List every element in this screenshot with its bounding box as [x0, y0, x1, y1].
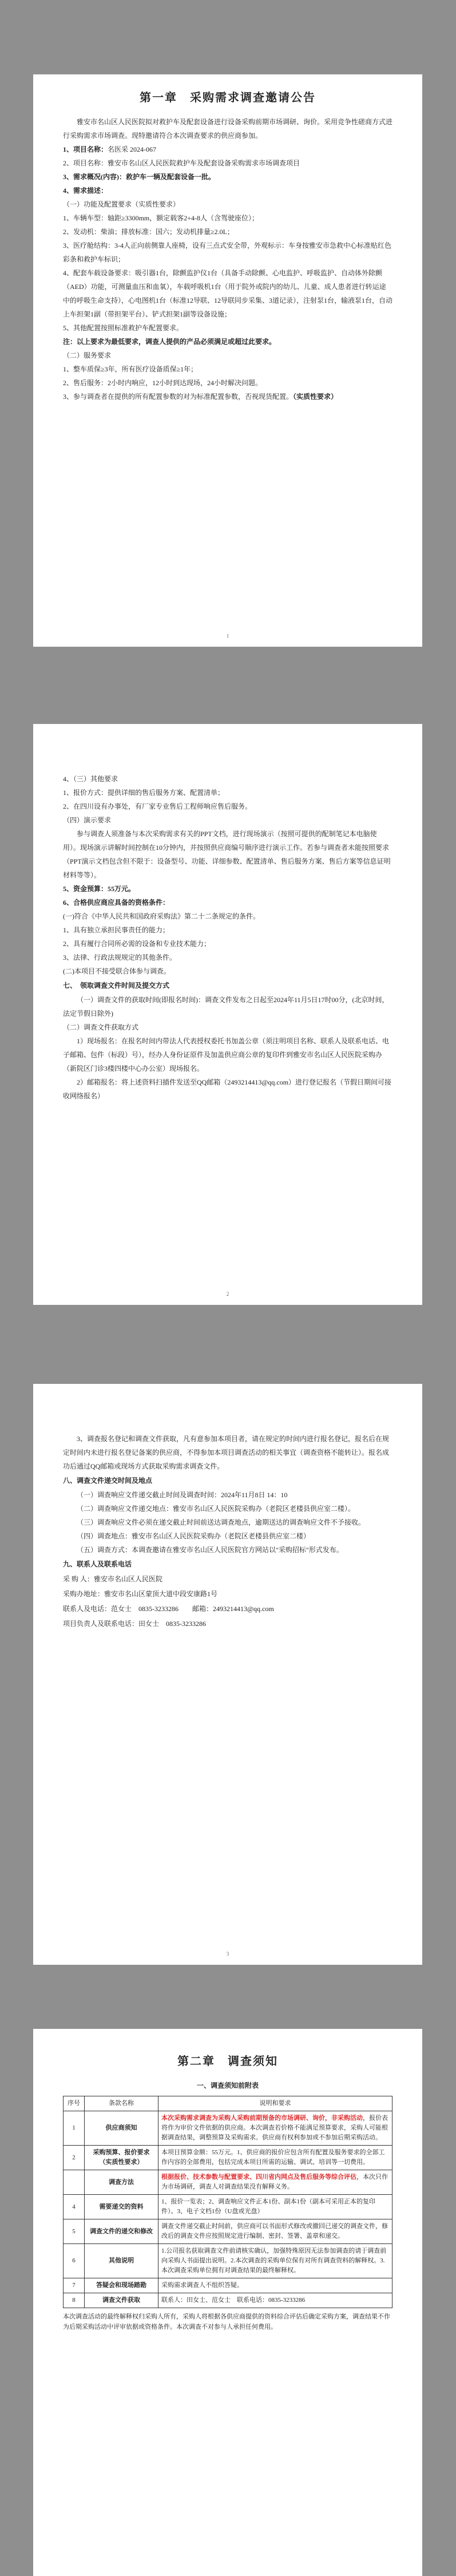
row-description — [158, 2170, 392, 2195]
section-line — [63, 143, 392, 156]
section-heading: 3、需求概况(内容)：救护车一辆及配套设备一批。 — [63, 173, 215, 181]
subsection-heading: （四）演示要求 — [63, 816, 112, 824]
document-page-3 — [33, 1384, 422, 1965]
highlighted-text: 本次采购需求调查为采购人采购前期预备的市场调研、询价，非采购活动 — [161, 2115, 363, 2122]
emphasis-note: 注：以上要求为最低要求，调查人提供的产品必须满足或超过此要求。 — [63, 338, 276, 346]
chapter-title: 第一章 采购需求调查邀请公告 — [140, 90, 316, 104]
page-number: 2 — [226, 1291, 229, 1297]
list-item: 1、报价方式：提供详细的售后服务方案、配置清单； — [63, 789, 225, 797]
section-heading: 九、联系人及联系电话 — [63, 1560, 132, 1568]
list-item: 2、售后服务：2小时内响应，12小时到达现场，24小时解决问题。 — [63, 379, 263, 387]
section-heading: 6、合格供应商应具备的资格条件： — [63, 899, 170, 907]
row-item: 供应商须知 — [85, 2111, 158, 2146]
list-item: (二)本项目不接受联合体参与调查。 — [63, 967, 170, 975]
table-row — [64, 2278, 392, 2293]
required-tag: （实质性要求） — [293, 393, 338, 401]
section-heading: 4、需求描述： — [63, 187, 108, 195]
highlighted-text: 根据报价、技术参数与配置要求、四川省内网点及售后服务等综合评估 — [161, 2174, 356, 2181]
page-number: 3 — [226, 1951, 229, 1957]
section-line: 4、（三）其他要求 — [63, 775, 118, 783]
paragraph: （二）调查响应文件递交地点：雅安市名山区人民医院采购办（老院区老楼县供应室二楼）。 — [77, 1505, 355, 1513]
list-item: 3、法律、行政法规规定的其他条件。 — [63, 953, 177, 961]
list-item: 1、车辆车型：轴距≥3300mm，额定载客2+4-8人（含驾驶座位）； — [63, 214, 259, 222]
page-number: 1 — [226, 633, 229, 639]
list-item: 3、医疗舱结构：3-4人正向前侧靠人座椅，设有三点式安全带，外观标示：车身按雅安市急救中心标准贴红色彩条和救护车标识； — [63, 242, 392, 263]
paragraph: 1）现场报名：在报名时间内带法人代表授权委托书加盖公章（须注明项目名称、联系人及联系电话、电子邮箱、包件（标段）号），经办人身份证原件及加盖供应商公章的复印件到雅安市名山区人民医院采购办（新院区门诊3楼四楼中心办公室）现场报名。 — [63, 1037, 390, 1073]
notice-table — [63, 2096, 392, 2308]
list-item: 2、发动机：柴油；排放标准：国六；发动机排量≥2.0L； — [63, 228, 234, 236]
table-title: 一、调查须知前附表 — [196, 2082, 259, 2090]
table-row — [64, 2244, 392, 2278]
subsection-heading: （二）服务要求 — [63, 351, 112, 359]
list-item: 4、配套车载设备要求：吸引器1台，除颤监护仪1台（具备手动除颤、心电监护、呼吸监护、自动体外除颤（AED）功能，可测量血压和血氧），车载呼吸机1台（用于院外或院内的幼儿、儿童、成人患者进行转运途中的呼吸生命支持），心电图机1台（标准12导联、12导联同步采集、3道记录），注射泵1台，输液泵1台，自动上车担架1副（带担架平台）、铲式担架1副等设备设施； — [63, 269, 393, 318]
table-header-row — [64, 2096, 392, 2111]
row-description — [158, 2111, 392, 2146]
table-row — [64, 2219, 392, 2244]
paragraph: 参与调查人须准备与本次采购需求有关的PPT文档，进行现场演示（按照可提供的配制笔记本电脑使用）。现场演示讲解时间控制在10分钟内，并按照供应商编号顺序进行演示工作。若参与调查者未能按照要求（PPT演示文档包含但不限于：设备型号、功能、详细参数、配置清单、售后服务方案、售后方案等信息证明材料等等）。 — [63, 830, 391, 879]
row-number: 2 — [64, 2146, 85, 2170]
paragraph: 3、调查报名登记和调查文件获取，凡有意参加本项目者，请在规定的时间内进行报名登记，报名后在规定时间内未进行报名登记备案的供应商，不得参加本项目调查活动的相关事宜（调查资格不能转让）。报名成功后通过QQ邮箱或现场方式获取采购需求调查文件。 — [63, 1435, 390, 1470]
paragraph: （三）调查响应文件必须在递交截止时间前送达调查地点，逾期送达的调查响应文件不予接收。 — [77, 1518, 366, 1526]
row-description: 联系人：田女士、范女士 联系电话：0835-3233286 — [158, 2293, 392, 2308]
contact-line: 项目负责人及联系电话：田女士 0835-3233286 — [63, 1620, 206, 1628]
list-item: 2、在四川设有办事处，有厂家专业售后工程师响应售后服务。 — [63, 802, 252, 810]
table-header-cell: 说明和要求 — [158, 2096, 392, 2111]
chapter-title: 第二章 调查须知 — [177, 2054, 278, 2068]
row-item: 采购预算、报价要求（实质性要求） — [85, 2146, 158, 2170]
section-line: 2、项目名称：雅安市名山区人民医院救护车及配套设备采购需求市场调查项目 — [63, 159, 300, 167]
table-row — [64, 2293, 392, 2308]
document-page-1 — [33, 74, 422, 647]
row-item: 调查文件获取 — [85, 2293, 158, 2308]
section-heading: 七、 领取调查文件时间及提交方式 — [63, 982, 170, 990]
table-row — [64, 2170, 392, 2195]
table-row — [64, 2146, 392, 2170]
list-item — [63, 390, 392, 403]
contact-line: 联系人及电话：范女士 0835-3233286 邮箱：2493214413@qq.com — [63, 1605, 274, 1613]
table-header-cell: 条款名称 — [85, 2096, 158, 2111]
row-item: 需要递交的资料 — [85, 2195, 158, 2219]
row-number: 8 — [64, 2293, 85, 2308]
row-number: 5 — [64, 2219, 85, 2244]
paragraph: 2）邮箱报名：将上述资料扫描件发送至QQ邮箱（2493214413@qq.com）进行登记报名（节假日期间可接收网络报名） — [63, 1078, 392, 1100]
section-heading: 1、项目名称： — [63, 145, 108, 153]
paragraph: （五）调查方式：本调查邀请在雅安市名山区人民医院官方网站以"采购招标"形式发布。 — [77, 1546, 343, 1554]
description-text: ，本次只作为市场调研，调查人对调查结果没有解释义务。 — [161, 2174, 388, 2190]
row-description: 1、报价一览表；2、调查响应文件正本1份、副本1份（副本可采用正本的复印件）。3、电子文档1份（U盘或光盘） — [158, 2195, 392, 2219]
subsection-heading — [63, 197, 392, 211]
contact-line: 采购办地址：雅安市名山区蒙顶大道中段安康路1号 — [63, 1590, 218, 1598]
document-page-4 — [33, 2029, 422, 2576]
footnote: 本次调查活动的最终解释权归采购人所有，采购人将根据各供应商提供的资料综合评估后确定采购方案，调查结果不作为后期采购活动中评审依据或资格条件。本次调查不对参与人承担任何费用。 — [63, 2313, 390, 2330]
row-number — [64, 2170, 85, 2195]
row-description: 本项目预算金额：55万元。1、供应商的报价应包含所有配置及服务要求的全部工作内容的全部费用，包括完成本项目所需的运输、调试、培训等一切费用。 — [158, 2146, 392, 2170]
intro-paragraph: 雅安市名山区人民医院拟对救护车及配套设备进行设备采购前期市场调研、询价。采用竞争性磋商方式进行采购需求市场调查。现特邀请符合本次调查要求的供应商参加。 — [63, 118, 393, 140]
row-item: 调查方法 — [85, 2170, 158, 2195]
row-item: 其他说明 — [85, 2244, 158, 2278]
paragraph: （一）调查响应文件递交截止时间及调查时间：2024年11月8日 14：10 — [77, 1491, 288, 1499]
row-number: 1 — [64, 2111, 85, 2146]
section-value: 名医采 2024-067 — [108, 145, 157, 153]
table-row — [64, 2111, 392, 2146]
description-text: ，报价表将作为审价文件依据的供应商。本次调查若价格不能满足预算要求，采购人可能根据调查结果，调整预算及采购需求。供应商有权利参加或不参加后期采购活动。 — [161, 2115, 388, 2141]
row-item: 调查文件的递交和修改 — [85, 2219, 158, 2244]
row-number: 6 — [64, 2244, 85, 2278]
section-heading: 5、资金预算：55万元。 — [63, 885, 136, 893]
list-item-text: 3、参与调查者在提供的所有配置参数的对为标准配置参数，否视现货配置。 — [63, 393, 294, 401]
subsection-heading: （二）调查文件获取方式 — [63, 1023, 139, 1031]
section-heading: 八、调查文件递交时间及地点 — [63, 1477, 153, 1485]
table-row — [64, 2195, 392, 2219]
row-description: 调查文件递交截止时间前，供应商可以书面形式修改或撤回已递交的调查文件，修改后的调查文件应按照规定进行编制、密封、签署、盖章和递交。 — [158, 2219, 392, 2244]
paragraph: （一）调查文件的获取时间(即报名时间)：调查文件发布之日起至2024年11月5日17时00分，(北京时间，法定节假日除外) — [63, 996, 389, 1018]
document-page-2 — [33, 724, 422, 1305]
row-description: 1.公司报名获取调查文件前请核实确认，加强特殊原因无法参加调查的请于调查前向采购人书面提出说明。2.本次调查的采购单位保有对所有调查资料的解释权。3.本次调查采购单位拥有对调查结果的最终解释权。 — [158, 2244, 392, 2278]
list-item: 1、整车质保≥3年，所有医疗设备质保≥1年； — [63, 365, 198, 373]
list-item: (一)符合《中华人民共和国政府采购法》第二十二条规定的条件。 — [63, 912, 260, 920]
row-item: 答疑会和现场踏勘 — [85, 2278, 158, 2293]
list-item: 1、具有独立承担民事责任的能力； — [63, 926, 170, 934]
list-item: 2、具有履行合同所必需的设备和专业技术能力； — [63, 940, 211, 948]
row-number: 4 — [64, 2195, 85, 2219]
paragraph: （四）调查地点：雅安市名山区人民医院采购办（老院区老楼县供应室二楼） — [77, 1532, 311, 1540]
subsection-text: （一）功能及配置要求（实质性要求） — [63, 200, 180, 208]
list-item: 5、其他配置按照标准救护车配置要求。 — [63, 324, 184, 332]
table-header-cell: 序号 — [64, 2096, 85, 2111]
contact-line: 采 购 人：雅安市名山区人民医院 — [63, 1575, 163, 1583]
row-number: 7 — [64, 2278, 85, 2293]
row-description: 采购需求调查人不组织答疑。 — [158, 2278, 392, 2293]
